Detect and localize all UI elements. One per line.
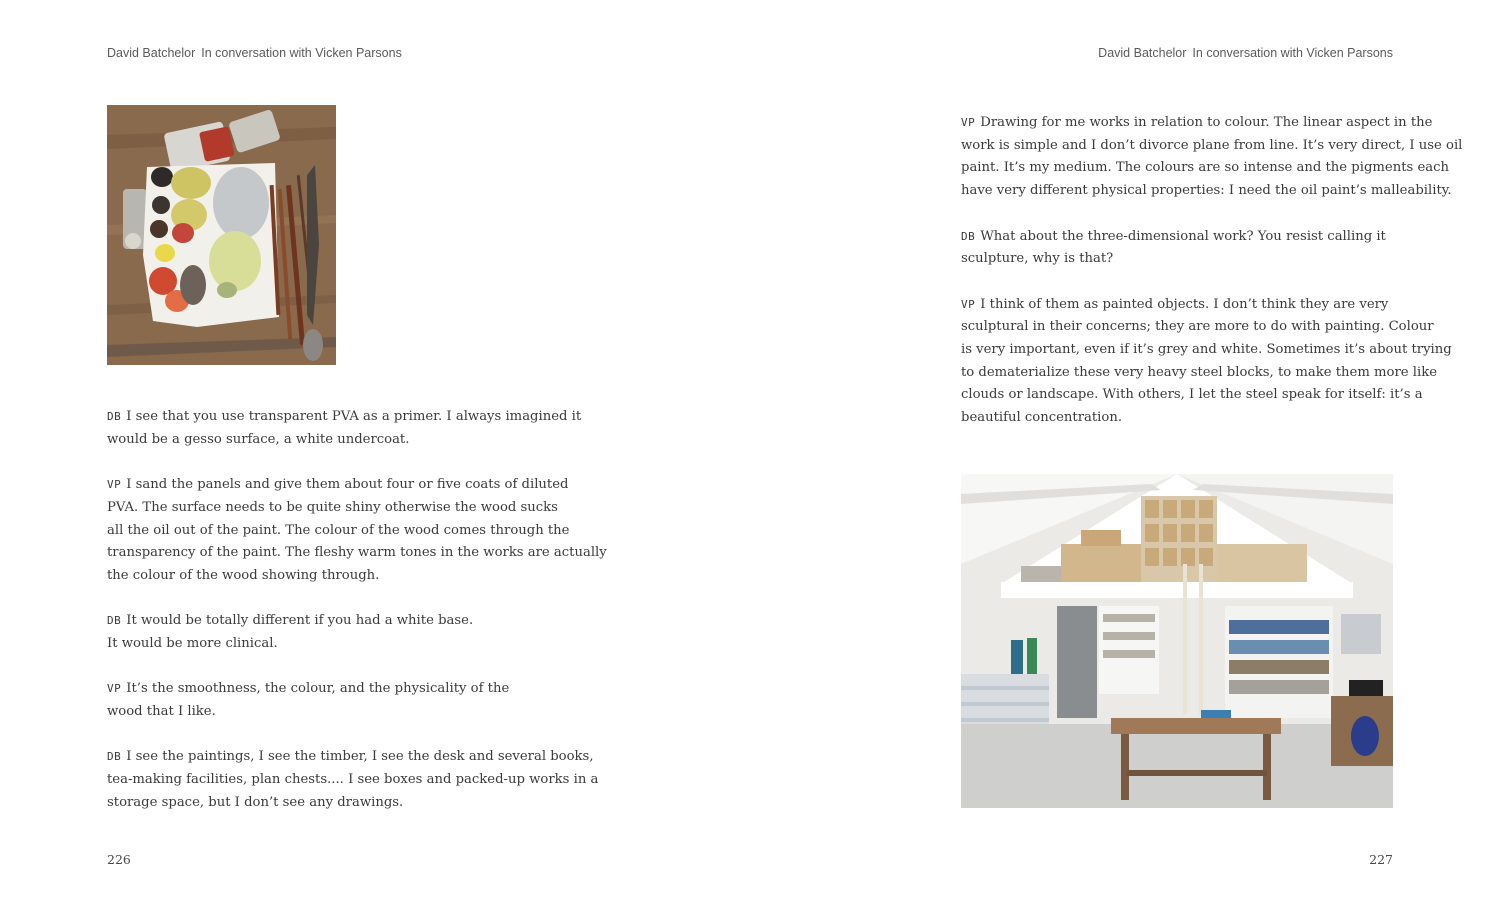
dialogue-line: would be a gesso surface, a white undercoat. xyxy=(107,431,410,447)
speaker-label: VP xyxy=(107,478,122,492)
dialogue-line: I see that you use transparent PVA as a primer. I always imagined it xyxy=(126,409,582,424)
running-head-author: David Batchelor xyxy=(107,46,196,60)
dialogue-paragraph xyxy=(961,294,1452,430)
dialogue-line: all the oil out of the paint. The colour of the wood comes through the xyxy=(107,522,570,538)
dialogue-line: What about the three-dimensional work? You resist calling it xyxy=(980,228,1386,244)
speaker-label: VP xyxy=(961,297,976,311)
dialogue-line: work is simple and I don’t divorce plane from line. It’s very direct, I use oil xyxy=(961,137,1463,153)
dialogue-line: Drawing for me works in relation to colour. The linear aspect in the xyxy=(980,115,1433,130)
page-number-right: 227 xyxy=(1369,852,1393,867)
speaker-label: VP xyxy=(961,116,976,129)
dialogue-line: It would be more clinical. xyxy=(107,636,278,651)
dialogue-line: sculptural in their concerns; they are more to do with painting. Colour xyxy=(961,319,1434,335)
palette-photo xyxy=(107,105,336,365)
dialogue-line: It’s the smoothness, the colour, and the physicality of the xyxy=(126,681,510,697)
running-head-right xyxy=(1098,46,1393,60)
dialogue-line: It would be totally different if you had a white base. xyxy=(126,613,474,629)
dialogue-paragraph xyxy=(961,112,1463,203)
right-page xyxy=(750,0,1500,918)
speaker-label: DB xyxy=(961,229,976,243)
speaker-label: DB xyxy=(107,410,122,423)
speaker-label: VP xyxy=(107,682,122,696)
dialogue-line: PVA. The surface needs to be quite shiny otherwise the wood sucks xyxy=(107,499,558,515)
running-head-left xyxy=(107,46,402,60)
dialogue-line: sculpture, why is that? xyxy=(961,251,1114,267)
dialogue-line: is very important, even if it’s grey and white. Sometimes it’s about trying xyxy=(961,342,1452,357)
dialogue-line: I think of them as painted objects. I don’t think they are very xyxy=(980,296,1389,312)
dialogue-line: paint. It’s my medium. The colours are so intense and the pigments each xyxy=(961,160,1450,176)
dialogue-paragraph xyxy=(107,406,582,451)
dialogue-paragraph xyxy=(107,678,547,723)
dialogue-line: I see the paintings, I see the timber, I see the desk and several books, xyxy=(126,749,594,765)
dialogue-paragraph xyxy=(107,610,547,655)
running-head-title: In conversation with Vicken Parsons xyxy=(1192,46,1393,60)
dialogue-line: I sand the panels and give them about four or five coats of diluted xyxy=(126,477,569,493)
left-text-block xyxy=(107,406,607,815)
speaker-label: DB xyxy=(107,614,122,628)
dialogue-line: to dematerialize these very heavy steel blocks, to make them more like xyxy=(961,364,1437,380)
dialogue-line: transparency of the paint. The fleshy warm tones in the works are actually xyxy=(107,545,607,561)
speaker-label: DB xyxy=(107,750,122,764)
dialogue-line: tea-making facilities, plan chests.... I see boxes and packed-up works in a xyxy=(107,772,599,788)
dialogue-paragraph xyxy=(961,226,1401,271)
running-head-title: In conversation with Vicken Parsons xyxy=(201,46,402,60)
right-text-block xyxy=(961,112,1463,430)
dialogue-line: storage space, but I don’t see any drawings. xyxy=(107,794,404,810)
dialogue-line: wood that I like. xyxy=(107,704,216,720)
dialogue-paragraph xyxy=(107,474,607,588)
dialogue-line: clouds or landscape. With others, I let the steel speak for itself: it’s a xyxy=(961,387,1423,403)
dialogue-line: have very different physical properties: I need the oil paint’s malleability. xyxy=(961,183,1452,199)
page-number-left: 226 xyxy=(107,852,131,867)
studio-photo xyxy=(961,474,1393,808)
dialogue-line: the colour of the wood showing through. xyxy=(107,567,380,583)
dialogue-paragraph xyxy=(107,746,599,814)
dialogue-line: beautiful concentration. xyxy=(961,410,1123,426)
running-head-author: David Batchelor xyxy=(1098,46,1187,60)
